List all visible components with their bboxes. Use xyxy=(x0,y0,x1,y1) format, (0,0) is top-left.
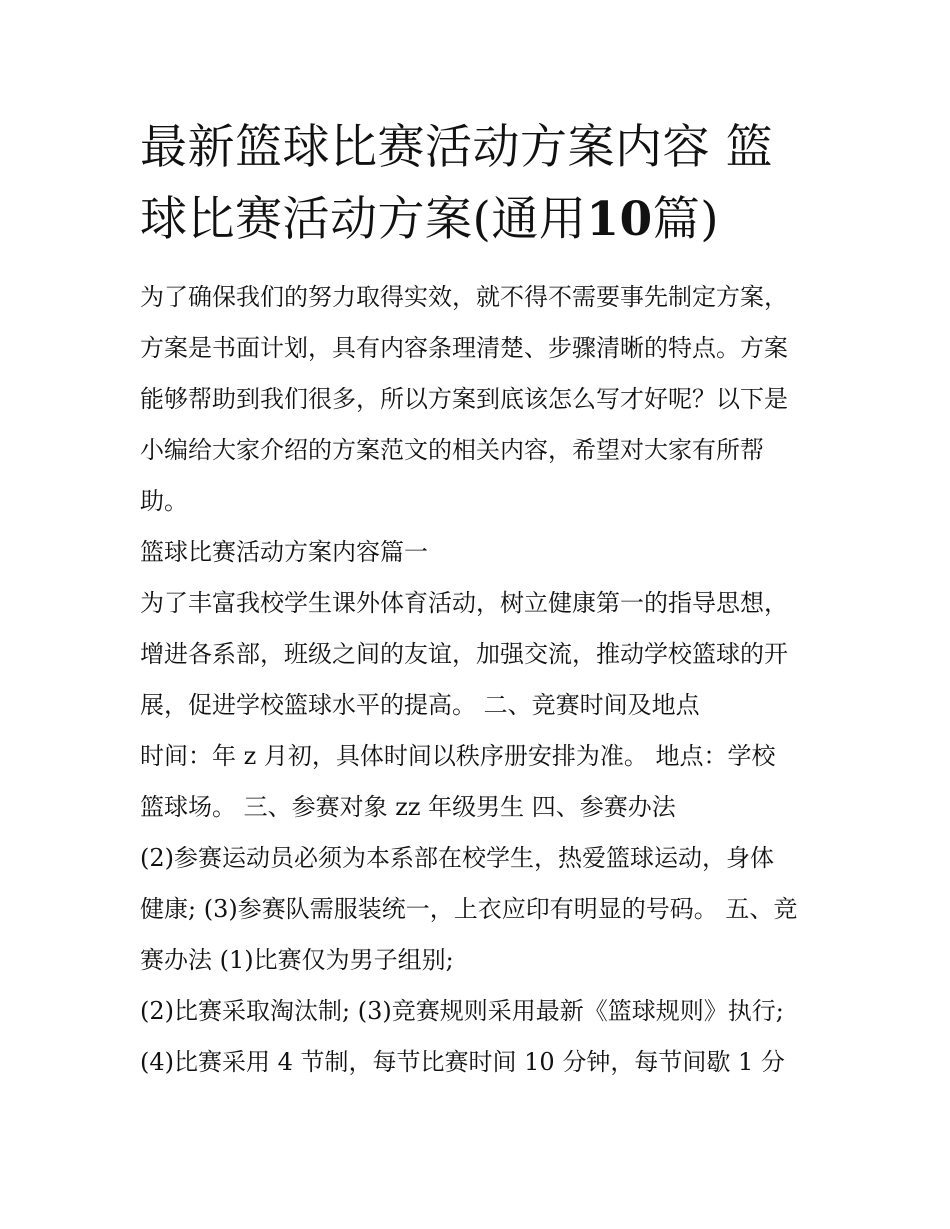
title-line-1: 最新篮球比赛活动方案内容 篮 xyxy=(140,120,773,175)
section-body xyxy=(140,578,820,1088)
intro-line: 能够帮助到我们很多，所以方案到底该怎么写才好呢？以下是 xyxy=(140,385,788,413)
intro-line: 小编给大家介绍的方案范文的相关内容，希望对大家有所帮 xyxy=(140,436,764,464)
title-line-2-text: 球比赛活动方案(通用 xyxy=(140,192,587,247)
section-line: 时间：年 z 月初，具体时间以秩序册安排为准。 地点：学校 xyxy=(140,742,776,770)
intro-line: 方案是书面计划，具有内容条理清楚、步骤清晰的特点。方案 xyxy=(140,334,788,362)
document-title xyxy=(140,112,820,256)
section-line: 健康; (3)参赛队需服装统一，上衣应印有明显的号码。 五、竞 xyxy=(140,895,798,923)
title-number: 10 xyxy=(586,192,653,247)
intro-paragraph xyxy=(140,272,820,527)
intro-line: 为了确保我们的努力取得实效，就不得不需要事先制定方案， xyxy=(140,283,788,311)
section-heading xyxy=(140,527,820,578)
section-line: 赛办法 (1)比赛仅为男子组别; xyxy=(140,946,454,974)
intro-line: 助。 xyxy=(140,487,188,515)
section-line: 为了丰富我校学生课外体育活动，树立健康第一的指导思想， xyxy=(140,589,788,617)
section-line: 增进各系部，班级之间的友谊，加强交流，推动学校篮球的开 xyxy=(140,640,788,668)
title-line-2 xyxy=(140,184,820,256)
document-content xyxy=(140,112,820,1088)
section-line: 篮球场。 三、参赛对象 zz 年级男生 四、参赛办法 xyxy=(140,793,676,821)
section-line: (2)比赛采取淘汰制; (3)竞赛规则采用最新《篮球规则》执行; xyxy=(140,997,784,1025)
section-heading-text: 篮球比赛活动方案内容篇一 xyxy=(140,538,428,566)
section-line: (2)参赛运动员必须为本系部在校学生，热爱篮球运动，身体 xyxy=(140,844,774,872)
section-line: 展，促进学校篮球水平的提高。 二、竞赛时间及地点 xyxy=(140,691,700,719)
section-line: (4)比赛采用 4 节制，每节比赛时间 10 分钟，每节间歇 1 分 xyxy=(140,1048,785,1076)
title-line-2-suffix: 篇) xyxy=(652,192,720,247)
